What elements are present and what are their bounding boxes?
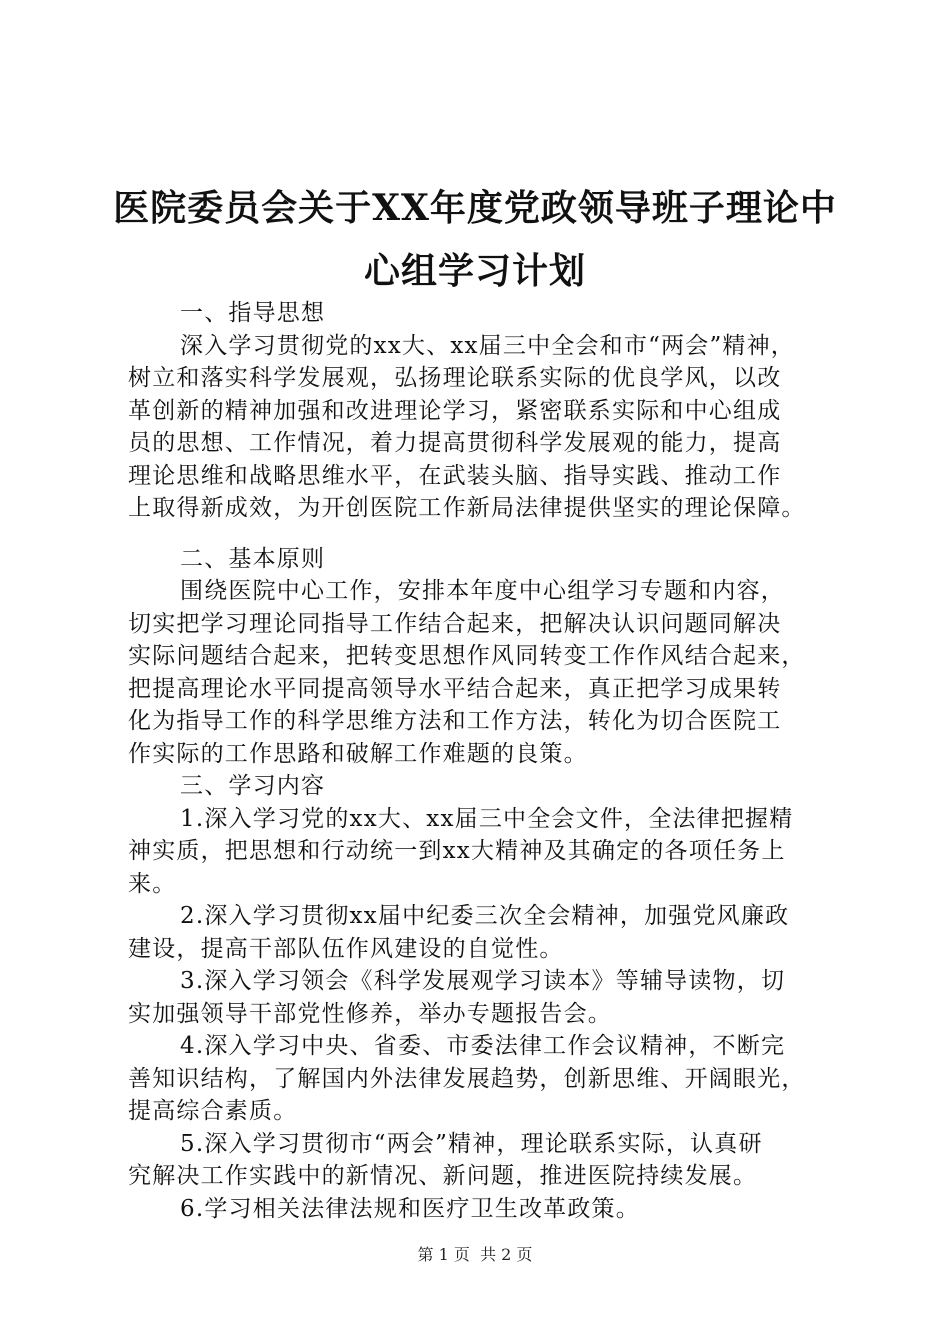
list-item-line: 建设，提高干部队伍作风建设的自觉性。 (128, 935, 564, 962)
list-item-line: 3.深入学习领会《科学发展观学习读本》等辅导读物，切 (180, 968, 786, 994)
document-body (128, 297, 844, 1225)
paragraph-line: 理论思维和战略思维水平，在武装头脑、指导实践、推动工作 (128, 462, 782, 489)
list-item-line: 5.深入学习贯彻市“两会”精神，理论联系实际，认真研 (180, 1130, 763, 1157)
paragraph-line: 作实际的工作思路和破解工作难题的良策。 (128, 740, 588, 767)
section-gap (128, 525, 844, 543)
list-item-line: 4.深入学习中央、省委、市委法律工作会议精神，不断完 (180, 1033, 786, 1059)
list-item-line: 神实质，把思想和行动统一到xx大精神及其确定的各项任务上 (128, 838, 786, 864)
paragraph-line: 革创新的精神加强和改进理论学习，紧密联系实际和中心组成 (128, 397, 782, 424)
paragraph-line: 实际问题结合起来，把转变思想作风同转变工作作风结合起来， (128, 643, 806, 669)
list-item-line: 提高综合素质。 (128, 1098, 298, 1124)
paragraph-line: 围绕医院中心工作，安排本年度中心组学习专题和内容， (180, 578, 785, 604)
section-heading: 一、指导思想 (180, 300, 326, 326)
paragraph-line: 树立和落实科学发展观，弘扬理论联系实际的优良学风，以改 (128, 365, 782, 391)
document-title-line-2: 心组学习计划 (363, 250, 586, 292)
paragraph-line: 上取得新成效，为开创医院工作新局法律提供坚实的理论保障。 (128, 495, 806, 521)
list-item-line: 实加强领导干部党性修养，举办专题报告会。 (128, 1000, 612, 1027)
section-heading: 三、学习内容 (180, 773, 326, 799)
list-item-line: 2.深入学习贯彻xx届中纪委三次全会精神，加强党风廉政 (180, 903, 790, 929)
paragraph-line: 切实把学习理论同指导工作结合起来，把解决认识问题同解决 (128, 610, 782, 637)
document-title-line-1: 医院委员会关于XX年度党政领导班子理论中 (113, 187, 837, 229)
list-item-line: 6.学习相关法律法规和医疗卫生改革政策。 (180, 1195, 640, 1222)
paragraph-line: 深入学习贯彻党的xx大、xx届三中全会和市“两会”精神， (180, 332, 796, 359)
list-item-line: 究解决工作实践中的新情况、新问题，推进医院持续发展。 (128, 1163, 758, 1189)
paragraph-line: 员的思想、工作情况，着力提高贯彻科学发展观的能力，提高 (128, 430, 782, 456)
paragraph-line: 化为指导工作的科学思维方法和工作方法，转化为切合医院工 (128, 708, 782, 734)
page-number-footer: 第 1 页 共 2 页 (417, 1245, 533, 1264)
list-item-line: 1.深入学习党的xx大、xx届三中全会文件，全法律把握精 (180, 805, 794, 832)
list-item-line: 来。 (128, 870, 177, 897)
list-item-line: 善知识结构，了解国内外法律发展趋势，创新思维、开阔眼光， (128, 1065, 806, 1092)
paragraph-line: 把提高理论水平同提高领导水平结合起来，真正把学习成果转 (128, 675, 782, 702)
section-heading: 二、基本原则 (180, 545, 326, 572)
